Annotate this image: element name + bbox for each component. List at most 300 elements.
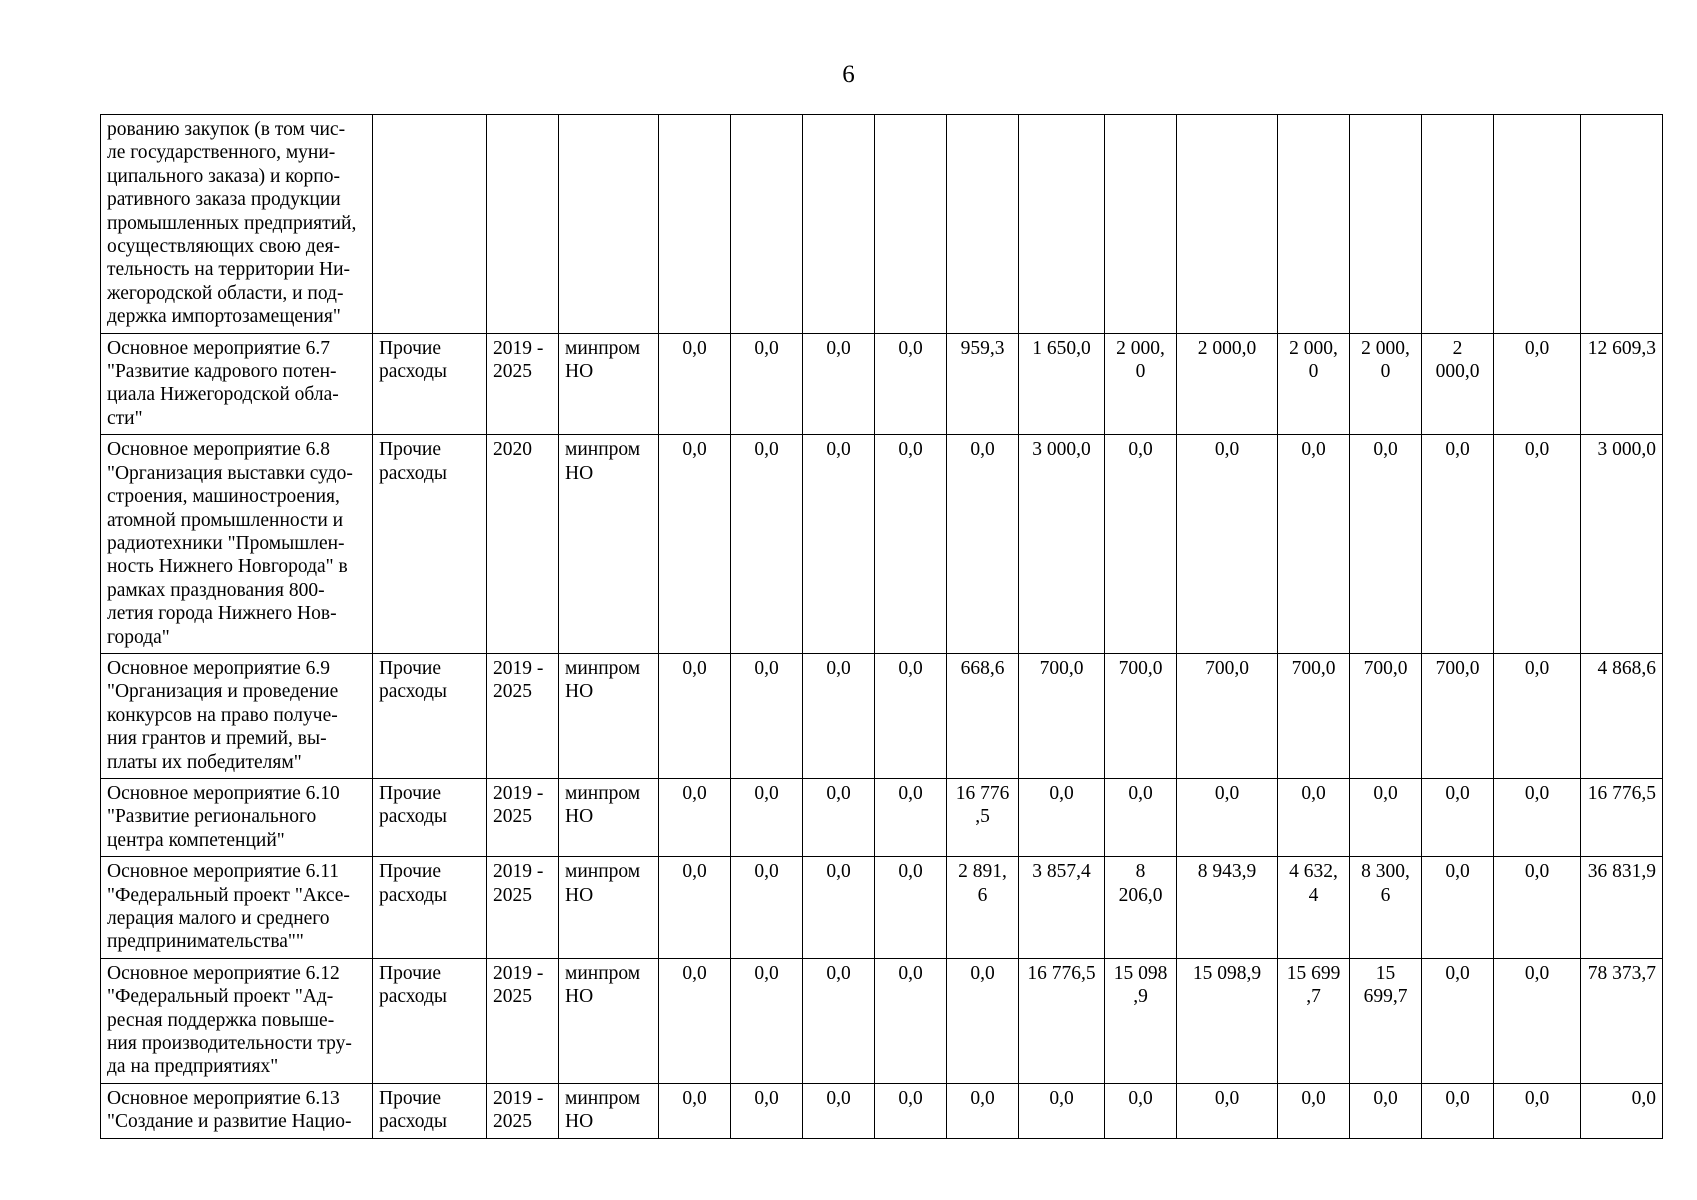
expense-type-cell bbox=[373, 778, 487, 856]
cell-line: платы их победителям" bbox=[107, 751, 302, 773]
value-cell bbox=[1278, 778, 1350, 856]
cell-line: минпром bbox=[565, 337, 641, 359]
value-cell bbox=[803, 1083, 875, 1138]
cell-line: 0,0 bbox=[1524, 657, 1550, 679]
cell-line: 0,0 bbox=[826, 657, 851, 679]
value-cell bbox=[1422, 333, 1494, 435]
cell-line: 4 bbox=[1308, 884, 1319, 906]
cell-line: 0,0 bbox=[682, 782, 707, 804]
cell-line: 0,0 bbox=[1524, 439, 1550, 461]
table-row bbox=[101, 333, 1663, 435]
executor-cell bbox=[559, 958, 659, 1083]
value-cell bbox=[731, 435, 803, 654]
cell-line: ния грантов и премий, вы- bbox=[107, 728, 327, 750]
cell-line: Основное мероприятие 6.13 bbox=[107, 1087, 340, 1109]
expense-type-cell bbox=[373, 958, 487, 1083]
value-cell bbox=[1105, 1083, 1177, 1138]
total-cell bbox=[1581, 333, 1663, 435]
value-cell bbox=[947, 958, 1019, 1083]
cell-line: НО bbox=[565, 361, 594, 383]
period-cell bbox=[487, 958, 559, 1083]
value-cell bbox=[1350, 333, 1422, 435]
cell-line: 0,0 bbox=[1524, 962, 1550, 984]
cell-line: лерация малого и среднего bbox=[107, 908, 330, 929]
cell-line: 2019 - bbox=[493, 657, 544, 679]
value-cell bbox=[947, 778, 1019, 856]
cell-line: Прочие bbox=[379, 439, 441, 461]
cell-line: 15 098,9 bbox=[1192, 962, 1262, 984]
cell-line: 0,0 bbox=[1049, 782, 1074, 804]
cell-line: "Федеральный проект "Аксе- bbox=[107, 884, 350, 906]
cell-line: 0,0 bbox=[754, 657, 779, 679]
cell-line: 0,0 bbox=[1128, 439, 1153, 461]
value-cell bbox=[947, 857, 1019, 959]
cell-line: 0,0 bbox=[754, 1087, 779, 1109]
expense-type-cell bbox=[373, 857, 487, 959]
cell-line: 0,0 bbox=[1128, 782, 1153, 804]
cell-line: 0,0 bbox=[826, 962, 851, 984]
cell-line: предпринимательства"" bbox=[107, 931, 304, 953]
cell-line: 0,0 bbox=[754, 962, 779, 984]
budget-table bbox=[100, 114, 1663, 1139]
cell-line: промышленных предприятий, bbox=[107, 212, 357, 234]
value-cell bbox=[1019, 778, 1105, 856]
cell-line: 2019 - bbox=[493, 962, 544, 984]
value-cell bbox=[1494, 653, 1581, 778]
cell-line: "Организация и проведение bbox=[107, 681, 339, 703]
cell-line: 0,0 bbox=[682, 337, 707, 359]
cell-line: 2025 bbox=[493, 681, 532, 703]
cell-line: Основное мероприятие 6.10 bbox=[107, 782, 340, 804]
value-cell bbox=[659, 778, 731, 856]
value-cell bbox=[803, 115, 875, 334]
cell-line: циала Нижегородской обла- bbox=[107, 384, 339, 406]
cell-line: конкурсов на право получе- bbox=[107, 704, 338, 726]
value-cell bbox=[1278, 958, 1350, 1083]
value-cell bbox=[803, 333, 875, 435]
cell-line: 2025 bbox=[493, 361, 532, 383]
value-cell bbox=[1350, 778, 1422, 856]
value-cell bbox=[947, 115, 1019, 334]
total-value: 16 776,5 bbox=[1587, 782, 1656, 804]
executor-cell bbox=[559, 778, 659, 856]
value-cell bbox=[1177, 333, 1278, 435]
cell-line: минпром bbox=[565, 657, 641, 679]
cell-line: 700,0 bbox=[1291, 657, 1336, 679]
cell-line: 2025 bbox=[493, 884, 532, 906]
value-cell bbox=[803, 653, 875, 778]
cell-line: 2025 bbox=[493, 986, 532, 1008]
value-cell bbox=[1494, 958, 1581, 1083]
cell-line: ,5 bbox=[975, 806, 990, 828]
cell-line: расходы bbox=[379, 681, 448, 703]
cell-line: 15 bbox=[1375, 962, 1396, 984]
cell-line: сти" bbox=[107, 407, 143, 429]
value-cell bbox=[875, 653, 947, 778]
cell-line: 0,0 bbox=[898, 962, 923, 984]
value-cell bbox=[731, 778, 803, 856]
cell-line: 0,0 bbox=[1214, 439, 1240, 461]
cell-line: 0,0 bbox=[826, 337, 851, 359]
cell-line: 0,0 bbox=[682, 962, 707, 984]
table-row bbox=[101, 958, 1663, 1083]
value-cell bbox=[803, 435, 875, 654]
cell-line: НО bbox=[565, 1111, 594, 1133]
value-cell bbox=[659, 435, 731, 654]
cell-line: 2 891, bbox=[958, 861, 1007, 883]
value-cell bbox=[875, 778, 947, 856]
total-value: 0,0 bbox=[1631, 1087, 1656, 1109]
cell-line: Прочие bbox=[379, 782, 441, 804]
cell-line: рованию закупок (в том чис- bbox=[107, 119, 346, 140]
cell-line: 0,0 bbox=[970, 962, 995, 984]
total-cell bbox=[1581, 1083, 1663, 1138]
cell-line: 4 632, bbox=[1289, 861, 1338, 883]
cell-line: 700,0 bbox=[1118, 657, 1163, 679]
value-cell bbox=[731, 115, 803, 334]
total-value: 3 000,0 bbox=[1597, 439, 1656, 461]
cell-line: тельность на территории Ни- bbox=[107, 259, 351, 281]
cell-line: 15 098 bbox=[1113, 962, 1168, 984]
cell-line: 0 bbox=[1135, 361, 1146, 383]
value-cell bbox=[1019, 333, 1105, 435]
expense-type-cell bbox=[373, 1083, 487, 1138]
value-cell bbox=[1177, 115, 1278, 334]
cell-line: 700,0 bbox=[1363, 657, 1408, 679]
value-cell bbox=[1422, 958, 1494, 1083]
cell-line: 2025 bbox=[493, 1111, 532, 1133]
cell-line: ,7 bbox=[1306, 986, 1321, 1008]
cell-line: 0,0 bbox=[1301, 439, 1326, 461]
cell-line: 6 bbox=[977, 884, 988, 906]
value-cell bbox=[1350, 115, 1422, 334]
period-cell bbox=[487, 115, 559, 334]
cell-line: 0 bbox=[1380, 361, 1391, 383]
value-cell bbox=[659, 115, 731, 334]
value-cell bbox=[1494, 333, 1581, 435]
cell-line: 1 650,0 bbox=[1032, 337, 1091, 359]
cell-line: 0,0 bbox=[1214, 1087, 1240, 1109]
event-name-cell bbox=[101, 857, 373, 959]
cell-line: расходы bbox=[379, 986, 448, 1008]
value-cell bbox=[875, 333, 947, 435]
cell-line: держка импортозамещения" bbox=[107, 306, 341, 328]
value-cell bbox=[1278, 333, 1350, 435]
cell-line: 0,0 bbox=[1301, 782, 1326, 804]
cell-line: 2025 bbox=[493, 806, 532, 828]
value-cell bbox=[1494, 1083, 1581, 1138]
value-cell bbox=[731, 1083, 803, 1138]
cell-line: 2019 - bbox=[493, 1087, 544, 1109]
cell-line: 0,0 bbox=[1128, 1087, 1153, 1109]
value-cell bbox=[803, 958, 875, 1083]
value-cell bbox=[1494, 778, 1581, 856]
cell-line: 700,0 bbox=[1039, 657, 1084, 679]
value-cell bbox=[803, 857, 875, 959]
value-cell bbox=[1177, 778, 1278, 856]
value-cell bbox=[1105, 778, 1177, 856]
cell-line: Прочие bbox=[379, 861, 441, 883]
value-cell bbox=[1422, 1083, 1494, 1138]
cell-line: 2019 - bbox=[493, 782, 544, 804]
table-row bbox=[101, 778, 1663, 856]
value-cell bbox=[1422, 653, 1494, 778]
cell-line: 0,0 bbox=[1049, 1087, 1074, 1109]
cell-line: 15 699 bbox=[1286, 962, 1341, 984]
cell-line: 0,0 bbox=[1214, 782, 1240, 804]
table-row bbox=[101, 115, 1663, 334]
cell-line: 3 000,0 bbox=[1032, 439, 1091, 461]
cell-line: 8 943,9 bbox=[1197, 861, 1257, 883]
cell-line: ле государственного, муни- bbox=[107, 142, 336, 164]
event-name-cell bbox=[101, 653, 373, 778]
expense-type-cell bbox=[373, 115, 487, 334]
cell-line: 959,3 bbox=[960, 337, 1005, 359]
value-cell bbox=[875, 115, 947, 334]
cell-line: Основное мероприятие 6.12 bbox=[107, 962, 340, 984]
value-cell bbox=[1278, 435, 1350, 654]
cell-line: 0,0 bbox=[754, 782, 779, 804]
event-name-cell bbox=[101, 333, 373, 435]
cell-line: да на предприятиях" bbox=[107, 1056, 279, 1078]
cell-line: 2 000, bbox=[1361, 337, 1410, 359]
value-cell bbox=[1350, 958, 1422, 1083]
cell-line: "Федеральный проект "Ад- bbox=[107, 986, 334, 1008]
value-cell bbox=[1350, 1083, 1422, 1138]
value-cell bbox=[1177, 958, 1278, 1083]
cell-line: 2020 bbox=[493, 439, 532, 461]
value-cell bbox=[1019, 653, 1105, 778]
cell-line: ресная поддержка повыше- bbox=[107, 1009, 335, 1031]
cell-line: Прочие bbox=[379, 337, 441, 359]
value-cell bbox=[1105, 653, 1177, 778]
value-cell bbox=[1105, 115, 1177, 334]
cell-line: 668,6 bbox=[960, 657, 1005, 679]
cell-line: 0,0 bbox=[1524, 782, 1550, 804]
cell-line: Прочие bbox=[379, 1087, 441, 1109]
cell-line: 0,0 bbox=[898, 861, 923, 883]
total-cell bbox=[1581, 778, 1663, 856]
cell-line: 16 776 bbox=[955, 782, 1010, 804]
cell-line: "Развитие регионального bbox=[107, 806, 317, 828]
value-cell bbox=[1350, 653, 1422, 778]
cell-line: 0,0 bbox=[682, 861, 707, 883]
value-cell bbox=[1494, 435, 1581, 654]
value-cell bbox=[1105, 435, 1177, 654]
value-cell bbox=[659, 653, 731, 778]
total-cell bbox=[1581, 958, 1663, 1083]
total-cell bbox=[1581, 435, 1663, 654]
cell-line: 0,0 bbox=[1373, 782, 1398, 804]
page-number: 6 bbox=[842, 61, 855, 88]
value-cell bbox=[731, 333, 803, 435]
value-cell bbox=[947, 333, 1019, 435]
total-cell bbox=[1581, 115, 1663, 334]
period-cell bbox=[487, 1083, 559, 1138]
cell-line: 206,0 bbox=[1118, 884, 1163, 906]
value-cell bbox=[1350, 435, 1422, 654]
event-name-cell bbox=[101, 115, 373, 334]
value-cell bbox=[659, 1083, 731, 1138]
cell-line: 0,0 bbox=[1445, 962, 1470, 984]
table-row bbox=[101, 1083, 1663, 1138]
value-cell bbox=[1177, 653, 1278, 778]
cell-line: НО bbox=[565, 681, 594, 703]
value-cell bbox=[1422, 115, 1494, 334]
cell-line: 0,0 bbox=[1445, 1087, 1470, 1109]
cell-line: 700,0 bbox=[1205, 657, 1249, 679]
cell-line: 2 000, bbox=[1289, 337, 1338, 359]
cell-line: минпром bbox=[565, 439, 641, 461]
cell-line: расходы bbox=[379, 884, 448, 906]
executor-cell bbox=[559, 653, 659, 778]
cell-line: 2 bbox=[1452, 337, 1463, 359]
value-cell bbox=[1019, 857, 1105, 959]
cell-line: 0,0 bbox=[898, 1087, 923, 1109]
cell-line: Основное мероприятие 6.11 bbox=[107, 861, 340, 883]
cell-line: 0,0 bbox=[826, 1087, 851, 1109]
executor-cell bbox=[559, 1083, 659, 1138]
cell-line: расходы bbox=[379, 1111, 448, 1133]
cell-line: "Организация выставки судо- bbox=[107, 462, 353, 484]
value-cell bbox=[1019, 435, 1105, 654]
cell-line: 700,0 bbox=[1435, 657, 1480, 679]
cell-line: 0,0 bbox=[1524, 861, 1550, 883]
value-cell bbox=[1105, 857, 1177, 959]
cell-line: 0,0 bbox=[970, 1087, 995, 1109]
cell-line: минпром bbox=[565, 962, 641, 984]
value-cell bbox=[875, 1083, 947, 1138]
expense-type-cell bbox=[373, 653, 487, 778]
cell-line: расходы bbox=[379, 361, 448, 383]
total-value: 12 609,3 bbox=[1587, 337, 1656, 359]
table-body bbox=[101, 115, 1663, 1139]
value-cell bbox=[1105, 958, 1177, 1083]
cell-line: 0,0 bbox=[682, 439, 707, 461]
cell-line: ность Нижнего Новгорода" в bbox=[107, 556, 348, 578]
cell-line: атомной промышленности и bbox=[107, 509, 344, 531]
period-cell bbox=[487, 435, 559, 654]
cell-line: 0,0 bbox=[754, 861, 779, 883]
cell-line: расходы bbox=[379, 806, 448, 828]
cell-line: 0,0 bbox=[682, 1087, 707, 1109]
cell-line: минпром bbox=[565, 861, 641, 883]
cell-line: ципального заказа) и корпо- bbox=[107, 165, 340, 187]
cell-line: жегородской области, и под- bbox=[107, 282, 344, 304]
cell-line: 0,0 bbox=[1524, 1087, 1550, 1109]
value-cell bbox=[1278, 857, 1350, 959]
cell-line: 699,7 bbox=[1363, 986, 1408, 1008]
executor-cell bbox=[559, 435, 659, 654]
cell-line: рамках празднования 800- bbox=[107, 579, 325, 601]
value-cell bbox=[1019, 115, 1105, 334]
cell-line: расходы bbox=[379, 462, 448, 484]
value-cell bbox=[1494, 857, 1581, 959]
period-cell bbox=[487, 333, 559, 435]
value-cell bbox=[1105, 333, 1177, 435]
cell-line: 2019 - bbox=[493, 337, 544, 359]
period-cell bbox=[487, 653, 559, 778]
total-value: 36 831,9 bbox=[1587, 861, 1656, 883]
value-cell bbox=[731, 857, 803, 959]
value-cell bbox=[875, 958, 947, 1083]
expense-type-cell bbox=[373, 435, 487, 654]
cell-line: минпром bbox=[565, 782, 641, 804]
table-row bbox=[101, 653, 1663, 778]
cell-line: НО bbox=[565, 806, 594, 828]
cell-line: Основное мероприятие 6.7 bbox=[107, 337, 331, 359]
cell-line: Основное мероприятие 6.9 bbox=[107, 657, 331, 679]
value-cell bbox=[1278, 653, 1350, 778]
cell-line: 8 300, bbox=[1361, 861, 1410, 883]
value-cell bbox=[803, 778, 875, 856]
value-cell bbox=[875, 857, 947, 959]
executor-cell bbox=[559, 857, 659, 959]
value-cell bbox=[731, 958, 803, 1083]
value-cell bbox=[1019, 958, 1105, 1083]
value-cell bbox=[947, 653, 1019, 778]
cell-line: 2 000,0 bbox=[1197, 337, 1257, 359]
executor-cell bbox=[559, 115, 659, 334]
cell-line: 000,0 bbox=[1435, 361, 1480, 383]
value-cell bbox=[1422, 778, 1494, 856]
cell-line: 0,0 bbox=[826, 861, 851, 883]
cell-line: 0,0 bbox=[1445, 861, 1470, 883]
value-cell bbox=[731, 653, 803, 778]
value-cell bbox=[875, 435, 947, 654]
cell-line: Основное мероприятие 6.8 bbox=[107, 439, 331, 461]
cell-line: 0,0 bbox=[898, 657, 923, 679]
event-name-cell bbox=[101, 958, 373, 1083]
cell-line: НО bbox=[565, 884, 594, 906]
value-cell bbox=[1350, 857, 1422, 959]
table-row bbox=[101, 435, 1663, 654]
cell-line: 2019 - bbox=[493, 861, 544, 883]
cell-line: 0 bbox=[1308, 361, 1319, 383]
cell-line: 0,0 bbox=[682, 657, 707, 679]
cell-line: 0,0 bbox=[1445, 782, 1470, 804]
cell-line: 0,0 bbox=[970, 439, 995, 461]
value-cell bbox=[1422, 857, 1494, 959]
total-cell bbox=[1581, 653, 1663, 778]
expense-type-cell bbox=[373, 333, 487, 435]
value-cell bbox=[1278, 1083, 1350, 1138]
cell-line: 0,0 bbox=[826, 439, 851, 461]
cell-line: минпром bbox=[565, 1087, 641, 1109]
cell-line: строения, машиностроения, bbox=[107, 486, 340, 508]
cell-line: Прочие bbox=[379, 657, 441, 679]
executor-cell bbox=[559, 333, 659, 435]
table-row bbox=[101, 857, 1663, 959]
cell-line: 16 776,5 bbox=[1027, 962, 1096, 984]
cell-line: летия города Нижнего Нов- bbox=[107, 603, 337, 625]
total-value: 78 373,7 bbox=[1587, 962, 1656, 984]
cell-line: ния производительности тру- bbox=[107, 1033, 352, 1055]
value-cell bbox=[947, 435, 1019, 654]
cell-line: осуществляющих свою дея- bbox=[107, 236, 340, 258]
event-name-cell bbox=[101, 1083, 373, 1138]
cell-line: ративного заказа продукции bbox=[107, 189, 341, 211]
value-cell bbox=[1494, 115, 1581, 334]
value-cell bbox=[1177, 857, 1278, 959]
period-cell bbox=[487, 857, 559, 959]
cell-line: 8 bbox=[1135, 861, 1146, 883]
cell-line: 0,0 bbox=[898, 337, 923, 359]
cell-line: радиотехники "Промышлен- bbox=[107, 532, 345, 554]
cell-line: НО bbox=[565, 462, 594, 484]
cell-line: "Создание и развитие Нацио- bbox=[107, 1111, 352, 1133]
cell-line: 0,0 bbox=[1445, 439, 1470, 461]
